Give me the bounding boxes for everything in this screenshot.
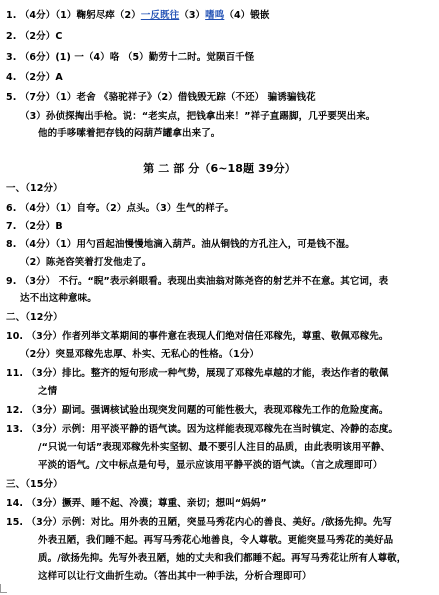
answer-line-8-part2: （2）陈尧咨笑着打发他走了。	[20, 257, 152, 268]
answer-line-11-cont: 之情	[38, 386, 58, 397]
answer-line-5-part3: （3）孙侦探掏出手枪。说：“老实点，把钱拿出来！”祥子直踢脚，几乎要哭出来。	[20, 111, 376, 122]
answer-line-8: 8. （4分）（1）用勺舀起油慢慢地滴入葫芦。油从铜钱的方孔注入，可是钱不湿。	[6, 239, 355, 250]
section-heading-part2: 第 二 部 分（6~18题 39分）	[143, 162, 296, 175]
answer-line-9-cont: 达不出这种意味。	[20, 293, 97, 304]
answer-1-text-end: （4）锻嵌	[224, 10, 270, 21]
section-one-label: 一、（12分）	[6, 183, 63, 194]
section-two-label: 二、（12分）	[6, 312, 63, 323]
answer-line-3: 3. （6分）(1) 一（4）咯 （5）勤劳十二时。觉陨百千怪	[6, 52, 255, 63]
answer-1-text: 1. （4分）（1）鞠躬尽瘁（2）	[6, 10, 141, 21]
answer-line-1	[6, 10, 269, 22]
answer-line-15-cont2: 质。/欲扬先抑。先写外表丑陋，她的丈夫和我们都睡不起。再写马秀花让所有人尊敬，	[38, 553, 407, 564]
answer-1-link-word[interactable]: 嗜鸣	[205, 10, 225, 21]
answer-line-2: 2. （2分）C	[6, 31, 63, 42]
answer-line-4: 4. （2分）A	[6, 72, 63, 83]
answer-line-6: 6. （4分）（1）自夸。（2）点头。（3）生气的样子。	[6, 203, 235, 214]
answer-line-13: 13. （3分）示例：用平淡平静的语气读。因为这样能表现邓稼先在当时镇定、冷静的态度。	[6, 424, 399, 435]
answer-line-11: 11. （3分）排比。整齐的短句形成一种气势，展现了邓稼先卓越的才能，表达作者的敬佩	[6, 368, 389, 379]
answer-1-text-mid: （3）	[179, 10, 206, 21]
answer-line-15-cont3: 这样可以让行文曲折生动。（答出其中一种手法，分析合理即可）	[38, 571, 312, 582]
answer-line-9: 9. （3分） 不行。“睨”表示斜眼看。表现出卖油翁对陈尧咨的射艺并不在意。其它词，表	[6, 276, 389, 287]
page-corner-mark	[0, 584, 7, 593]
answer-line-15: 15. （3分）示例：对比。用外表的丑陋，突显马秀花内心的善良、美好。/欲扬先抑。先写	[6, 517, 393, 528]
answer-line-15-cont1: 外表丑陋，我们睡不起。再写马秀花心地善良，令人尊敬。更能突显马秀花的美好品	[38, 535, 394, 546]
answer-line-13-cont1: /“只说一句话”表现邓稼先朴实坚韧、最不要引人注目的品质，由此表明该用平静、	[38, 442, 391, 453]
answer-line-7: 7. （2分）B	[6, 221, 63, 232]
answer-line-10: 10. （3分）作者列举文革期间的事件意在表现人们绝对信任邓稼先，尊重、敬佩邓稼先。	[6, 331, 389, 342]
answer-line-5-part3-cont: 他的手哆嗦着把存钱的闷葫芦罐拿出来了。	[38, 128, 221, 139]
answer-line-12: 12. （3分）副词。强调核试验出现突发问题的可能性极大，表现邓稼先工作的危险度高。	[6, 405, 389, 416]
answer-line-14: 14. （3分）撅弄、睡不起、冷漠；尊重、亲切；想叫“妈妈”	[6, 498, 267, 509]
answer-line-5: 5. （7分）（1）老舍 《骆驼祥子》（2）借钱毁无踪（不还） 骗诱骗钱花	[6, 92, 316, 103]
section-three-label: 三、（15分）	[6, 479, 63, 490]
answer-line-10-part2: （2分）突显邓稼先忠厚、朴实、无私心的性格。（1分）	[20, 349, 260, 360]
answer-1-link-term[interactable]: 一反既往	[140, 10, 180, 21]
answer-line-13-cont2: 平淡的语气。/文中标点是句号，显示应该用平静平淡的语气读。（言之成理即可）	[38, 460, 383, 471]
